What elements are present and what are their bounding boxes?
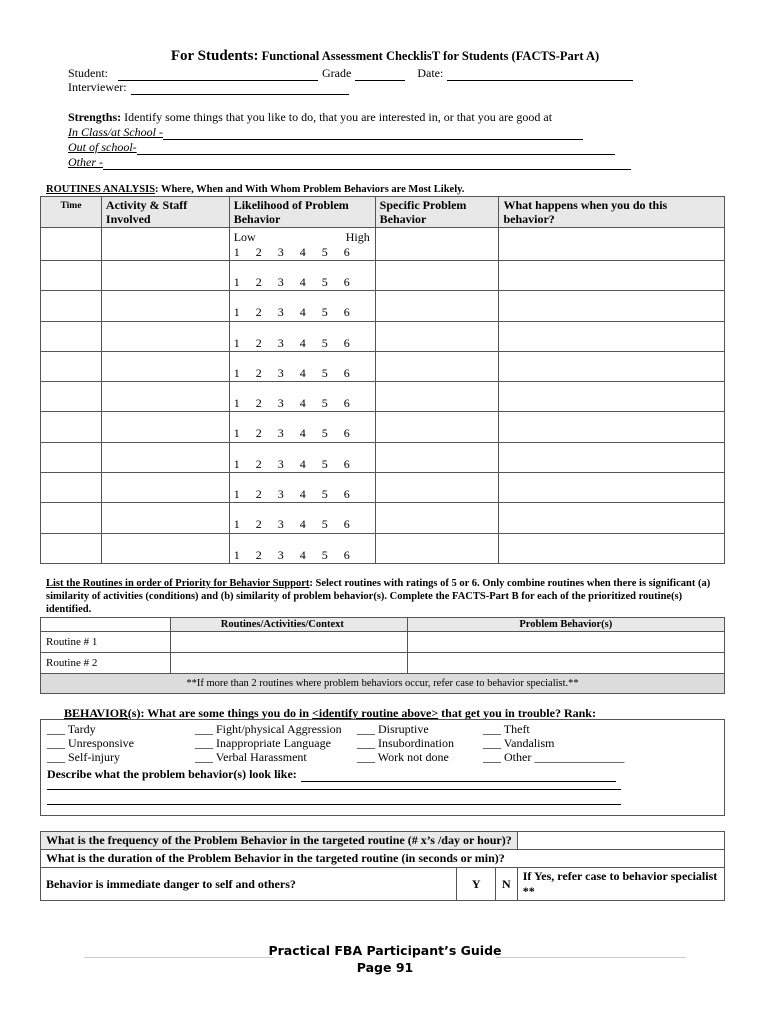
theft-option[interactable]: ___ Theft xyxy=(483,722,530,736)
strengths-prompt xyxy=(68,110,552,125)
specific-behavior-cell[interactable] xyxy=(375,442,499,472)
if-yes-referral: If Yes, refer case to behavior specialist ** xyxy=(517,868,724,901)
what-happens-cell[interactable] xyxy=(499,503,725,533)
rating-option[interactable]: 1 xyxy=(233,275,240,289)
strengths-text: Identify some things that you like to do, that you are interested in, or that you are good at xyxy=(124,110,553,124)
specific-behavior-cell[interactable] xyxy=(375,503,499,533)
rating-option[interactable]: 1 xyxy=(233,487,240,502)
rating-option[interactable]: 5 xyxy=(321,305,328,320)
rating-option[interactable]: 6 xyxy=(343,517,350,532)
rating-option[interactable]: 6 xyxy=(343,456,350,471)
activity-cell[interactable] xyxy=(101,503,229,533)
rating-option[interactable]: 1 xyxy=(233,517,240,532)
routine-1-context-field[interactable] xyxy=(170,632,407,653)
tardy-option[interactable]: ___ Tardy xyxy=(47,722,96,736)
low-label: Low xyxy=(233,230,256,244)
time-cell[interactable] xyxy=(41,503,102,533)
rating-option[interactable]: 4 xyxy=(299,335,306,350)
describe-row xyxy=(47,767,616,782)
other-behavior-option[interactable]: ___ Other _______________ xyxy=(483,750,625,764)
insubordination-option[interactable]: ___ Insubordination xyxy=(357,736,454,750)
low-high-labels xyxy=(234,230,370,245)
guide-title: Practical FBA Participant’s Guide xyxy=(268,943,502,958)
yes-option[interactable]: Y xyxy=(457,868,496,901)
routines-table xyxy=(40,196,725,564)
rating-option[interactable]: 4 xyxy=(299,245,306,259)
what-happens-cell[interactable] xyxy=(499,533,725,563)
rating-option[interactable]: 3 xyxy=(277,335,284,350)
rating-option[interactable]: 4 xyxy=(299,365,306,380)
form-title xyxy=(0,48,770,65)
rating-option[interactable]: 2 xyxy=(255,275,262,289)
rating-option[interactable]: 1 xyxy=(233,335,240,350)
time-cell[interactable] xyxy=(41,382,102,412)
specific-behavior-cell[interactable] xyxy=(375,412,499,442)
date-field[interactable] xyxy=(447,70,633,81)
in-class-label: In Class/at School - xyxy=(68,125,163,139)
title-for-students: For Students: xyxy=(170,48,259,64)
rating-scale xyxy=(234,457,366,472)
self-injury-option[interactable]: ___ Self-injury xyxy=(47,750,120,764)
likelihood-cell[interactable] xyxy=(229,321,375,351)
time-cell[interactable] xyxy=(41,412,102,442)
out-of-school-row xyxy=(68,140,615,155)
likelihood-cell[interactable] xyxy=(229,291,375,321)
specific-behavior-cell[interactable] xyxy=(375,321,499,351)
routine-row xyxy=(41,261,725,291)
describe-line-3[interactable] xyxy=(47,804,621,805)
behavior-question-end: that get you in trouble? Rank: xyxy=(441,706,596,720)
duration-question: What is the duration of the Problem Behavior in the targeted routine (in seconds or min)? xyxy=(41,850,725,868)
rating-option[interactable]: 5 xyxy=(321,456,328,471)
time-cell[interactable] xyxy=(41,533,102,563)
rating-option[interactable]: 2 xyxy=(255,547,262,562)
rating-scale xyxy=(234,396,366,411)
rating-option[interactable]: 2 xyxy=(255,365,262,380)
rating-option[interactable]: 1 xyxy=(233,456,240,471)
likelihood-cell[interactable] xyxy=(229,412,375,442)
routines-analysis-label: ROUTINES ANALYSIS xyxy=(46,184,156,195)
rating-option[interactable]: 3 xyxy=(277,245,284,259)
rating-option[interactable]: 4 xyxy=(299,517,306,532)
rating-option[interactable]: 2 xyxy=(255,305,262,320)
priority-title: List the Routines in order of Priority for Behavior Support xyxy=(46,578,310,589)
behavior-question: (s): What are some things you do in xyxy=(127,706,310,720)
behavior-label: BEHAVIOR xyxy=(64,706,128,720)
title-checklist: Functional Assessment ChecklisT for Students (FACTS-Part A) xyxy=(261,49,600,63)
rating-option[interactable]: 5 xyxy=(321,547,328,562)
col-what-happens: What happens when you do this behavior? xyxy=(499,197,725,228)
activity-cell[interactable] xyxy=(101,533,229,563)
rating-option[interactable]: 4 xyxy=(299,396,306,411)
rating-option[interactable]: 1 xyxy=(233,305,240,320)
activity-cell[interactable] xyxy=(101,442,229,472)
specific-behavior-cell[interactable] xyxy=(375,228,499,261)
rating-scale xyxy=(234,548,366,563)
rating-option[interactable]: 2 xyxy=(255,487,262,502)
priority-text: : Select routines with ratings of 5 or 6. Only combine routines when there is significant (a) similarity of activities (conditions) and (b) similarity of problem behavior(s). Complete the FACTS-Part B for each of the prioritized routine(s) identified. xyxy=(46,578,711,615)
rating-option[interactable]: 6 xyxy=(343,245,350,259)
routine-row xyxy=(41,321,725,351)
priority-table xyxy=(40,617,725,694)
danger-question: Behavior is immediate danger to self and others? xyxy=(41,868,457,901)
rating-option[interactable]: 3 xyxy=(277,305,284,320)
priority-instructions xyxy=(46,577,726,616)
routine-row xyxy=(41,412,725,442)
rating-scale xyxy=(234,366,366,381)
in-class-field[interactable] xyxy=(163,129,583,140)
describe-label: Describe what the problem behavior(s) look like: xyxy=(47,767,297,781)
in-class-row xyxy=(68,125,583,140)
behavior-box xyxy=(40,719,725,816)
what-happens-cell[interactable] xyxy=(499,442,725,472)
rating-option[interactable]: 5 xyxy=(321,426,328,441)
rating-option[interactable]: 3 xyxy=(277,426,284,441)
what-happens-cell[interactable] xyxy=(499,412,725,442)
grade-field[interactable] xyxy=(355,70,405,81)
rating-option[interactable]: 4 xyxy=(299,305,306,320)
frequency-question: What is the frequency of the Problem Behavior in the targeted routine (# x’s /day or hour)? xyxy=(41,832,518,850)
rating-option[interactable]: 6 xyxy=(343,365,350,380)
rating-option[interactable]: 5 xyxy=(321,365,328,380)
rating-option[interactable]: 6 xyxy=(343,305,350,320)
rating-option[interactable]: 2 xyxy=(255,396,262,411)
likelihood-cell[interactable] xyxy=(229,473,375,503)
activity-cell[interactable] xyxy=(101,473,229,503)
rating-scale xyxy=(234,487,366,502)
verbal-option[interactable]: ___ Verbal Harassment xyxy=(195,750,307,764)
time-cell[interactable] xyxy=(41,442,102,472)
unresponsive-option[interactable]: ___ Unresponsive xyxy=(47,736,134,750)
rating-option[interactable]: 3 xyxy=(277,456,284,471)
page-footer xyxy=(0,942,770,976)
likelihood-cell[interactable] xyxy=(229,261,375,291)
describe-line-2[interactable] xyxy=(47,789,621,790)
specific-behavior-cell[interactable] xyxy=(375,291,499,321)
rating-option[interactable]: 4 xyxy=(299,275,306,289)
rating-scale xyxy=(234,517,366,532)
routine-row xyxy=(41,473,725,503)
other-label: Other - xyxy=(68,155,103,169)
what-happens-cell[interactable] xyxy=(499,261,725,291)
rating-option[interactable]: 6 xyxy=(343,487,350,502)
frequency-answer-field[interactable] xyxy=(517,832,724,850)
activity-cell[interactable] xyxy=(101,412,229,442)
rating-option[interactable]: 4 xyxy=(299,426,306,441)
rating-option[interactable]: 4 xyxy=(299,487,306,502)
rating-scale xyxy=(234,245,366,260)
time-cell[interactable] xyxy=(41,261,102,291)
describe-field[interactable] xyxy=(301,771,616,782)
routine-1-behavior-field[interactable] xyxy=(407,632,724,653)
routine-2-context-field[interactable] xyxy=(170,653,407,674)
likelihood-cell[interactable] xyxy=(229,533,375,563)
routine-row xyxy=(41,351,725,381)
rating-option[interactable]: 1 xyxy=(233,396,240,411)
what-happens-cell[interactable] xyxy=(499,321,725,351)
rating-option[interactable]: 6 xyxy=(343,426,350,441)
routine-row xyxy=(41,442,725,472)
routine-row xyxy=(41,533,725,563)
what-happens-cell[interactable] xyxy=(499,291,725,321)
likelihood-cell[interactable] xyxy=(229,503,375,533)
rating-option[interactable]: 1 xyxy=(233,547,240,562)
rating-option[interactable]: 5 xyxy=(321,396,328,411)
specific-behavior-cell[interactable] xyxy=(375,382,499,412)
rating-option[interactable]: 2 xyxy=(255,517,262,532)
likelihood-cell[interactable] xyxy=(229,228,375,261)
specific-behavior-cell[interactable] xyxy=(375,533,499,563)
fight-option[interactable]: ___ Fight/physical Aggression xyxy=(195,722,342,736)
what-happens-cell[interactable] xyxy=(499,382,725,412)
time-cell[interactable] xyxy=(41,473,102,503)
specific-behavior-cell[interactable] xyxy=(375,473,499,503)
time-cell[interactable] xyxy=(41,228,102,261)
rating-scale xyxy=(234,275,366,290)
time-cell[interactable] xyxy=(41,291,102,321)
student-label: Student: xyxy=(68,66,109,80)
activity-cell[interactable] xyxy=(101,261,229,291)
time-cell[interactable] xyxy=(41,321,102,351)
high-label: High xyxy=(345,230,370,244)
language-option[interactable]: ___ Inappropriate Language xyxy=(195,736,331,750)
interviewer-field[interactable] xyxy=(131,84,349,95)
rating-option[interactable]: 1 xyxy=(233,245,240,259)
what-happens-cell[interactable] xyxy=(499,351,725,381)
routine-row xyxy=(41,503,725,533)
behavior-routine-ref: <identify routine above> xyxy=(312,706,439,720)
routines-analysis-subtitle: : Where, When and With Whom Problem Behaviors are Most Likely. xyxy=(155,184,465,195)
out-of-school-label: Out of school- xyxy=(68,140,137,154)
rating-option[interactable]: 6 xyxy=(343,335,350,350)
interviewer-label: Interviewer: xyxy=(68,80,127,94)
what-happens-cell[interactable] xyxy=(499,228,725,261)
rating-option[interactable]: 4 xyxy=(299,547,306,562)
time-cell[interactable] xyxy=(41,351,102,381)
rating-option[interactable]: 5 xyxy=(321,335,328,350)
routines-analysis-heading xyxy=(46,184,464,195)
activity-cell[interactable] xyxy=(101,228,229,261)
rating-option[interactable]: 3 xyxy=(277,365,284,380)
rating-option[interactable]: 1 xyxy=(233,426,240,441)
frequency-table xyxy=(40,831,725,901)
date-label: Date: xyxy=(417,66,444,80)
strengths-label: Strengths: xyxy=(68,110,122,124)
rating-scale xyxy=(234,426,366,441)
what-happens-cell[interactable] xyxy=(499,473,725,503)
col-routines-context: Routines/Activities/Context xyxy=(170,618,407,632)
routine-2-behavior-field[interactable] xyxy=(407,653,724,674)
rating-option[interactable]: 6 xyxy=(343,396,350,411)
routine-1-label: Routine # 1 xyxy=(41,632,171,653)
grade-label: Grade xyxy=(322,66,352,80)
activity-cell[interactable] xyxy=(101,351,229,381)
rating-option[interactable]: 3 xyxy=(277,396,284,411)
rating-option[interactable]: 4 xyxy=(299,456,306,471)
rating-option[interactable]: 5 xyxy=(321,517,328,532)
page-number: Page 91 xyxy=(356,960,414,975)
rating-option[interactable]: 1 xyxy=(233,365,240,380)
rating-option[interactable]: 3 xyxy=(277,517,284,532)
vandalism-option[interactable]: ___ Vandalism xyxy=(483,736,555,750)
rating-option[interactable]: 5 xyxy=(321,245,328,259)
referral-note: **If more than 2 routines where problem behaviors occur, refer case to behavior specialist.** xyxy=(41,674,725,694)
routines-header-row xyxy=(41,197,725,228)
rating-option[interactable]: 6 xyxy=(343,547,350,562)
interviewer-row xyxy=(68,80,353,95)
specific-behavior-cell[interactable] xyxy=(375,351,499,381)
rating-option[interactable]: 5 xyxy=(321,487,328,502)
rating-option[interactable]: 2 xyxy=(255,426,262,441)
work-option[interactable]: ___ Work not done xyxy=(357,750,449,764)
rating-option[interactable]: 3 xyxy=(277,487,284,502)
activity-cell[interactable] xyxy=(101,291,229,321)
col-likelihood: Likelihood of Problem Behavior xyxy=(229,197,375,228)
out-of-school-field[interactable] xyxy=(137,144,615,155)
likelihood-cell[interactable] xyxy=(229,442,375,472)
disruptive-option[interactable]: ___ Disruptive xyxy=(357,722,429,736)
rating-option[interactable]: 3 xyxy=(277,547,284,562)
likelihood-cell[interactable] xyxy=(229,351,375,381)
routine-row xyxy=(41,291,725,321)
rating-scale xyxy=(234,305,366,320)
rating-option[interactable]: 2 xyxy=(255,245,262,259)
activity-cell[interactable] xyxy=(101,321,229,351)
other-field[interactable] xyxy=(103,159,631,170)
rating-option[interactable]: 6 xyxy=(343,275,350,289)
specific-behavior-cell[interactable] xyxy=(375,261,499,291)
routine-row xyxy=(41,228,725,261)
no-option[interactable]: N xyxy=(496,868,518,901)
rating-option[interactable]: 5 xyxy=(321,275,328,289)
other-row xyxy=(68,155,631,170)
activity-cell[interactable] xyxy=(101,382,229,412)
routine-2-label: Routine # 2 xyxy=(41,653,171,674)
priority-blank-header xyxy=(41,618,171,632)
rating-option[interactable]: 3 xyxy=(277,275,284,289)
rating-scale xyxy=(234,336,366,351)
rating-option[interactable]: 2 xyxy=(255,456,262,471)
routine-row xyxy=(41,382,725,412)
col-time: Time xyxy=(41,197,102,228)
col-activity: Activity & Staff Involved xyxy=(101,197,229,228)
col-specific-behavior: Specific Problem Behavior xyxy=(375,197,499,228)
student-info-row xyxy=(68,66,637,81)
rating-option[interactable]: 2 xyxy=(255,335,262,350)
col-problem-behaviors: Problem Behavior(s) xyxy=(407,618,724,632)
likelihood-cell[interactable] xyxy=(229,382,375,412)
